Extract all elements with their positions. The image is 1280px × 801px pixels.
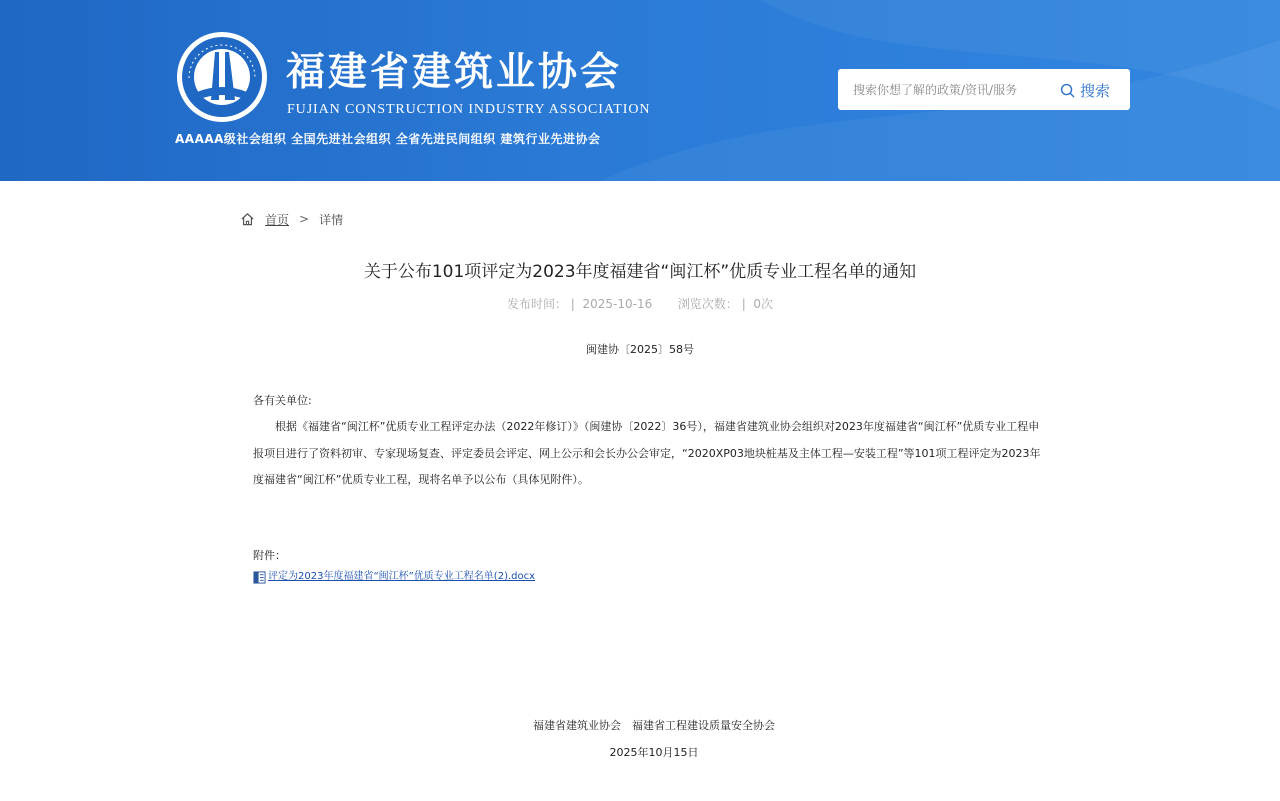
org-honors-slogan: AAAAA级社会组织 全国先进社会组织 全省先进民间组织 建筑行业先进协会 [175,132,601,146]
signature-date: 2025年10月15日 [609,746,699,759]
publish-date: 2025-10-16 [582,297,653,311]
signature-organizations: 福建省建筑业协会 福建省工程建设质量安全协会 [533,719,775,732]
meta-separator: | [741,297,746,311]
attachment-label: 附件： [253,549,286,562]
article-title: 关于公布101项评定为2023年度福建省“闽江杯”优质专业工程名单的通知 [363,262,917,282]
search-button-label: 搜索 [1080,81,1111,100]
salutation: 各有关单位: [253,394,312,407]
org-name-english: FUJIAN CONSTRUCTION INDUSTRY ASSOCIATION [287,102,651,117]
association-logo-emblem [175,30,269,124]
attachment-filename: 评定为2023年度福建省“闽江杯”优质专业工程名单(2).docx [268,571,536,582]
breadcrumb-home-link[interactable]: 首页 [265,212,290,227]
breadcrumb-separator: > [299,212,310,226]
breadcrumb-current: 详情 [319,212,344,227]
search-input[interactable] [838,69,1048,110]
word-doc-icon [253,571,266,584]
publish-time-label: 发布时间： [506,297,567,311]
org-name-chinese: 福建省建筑业协会 [286,50,623,95]
attachment-download-link[interactable] [253,569,535,585]
search-button[interactable] [1060,78,1110,102]
search-icon [1060,83,1075,98]
meta-separator: | [570,297,575,311]
home-icon[interactable] [240,212,255,226]
breadcrumb [240,209,343,229]
views-count: 0次 [753,297,774,311]
document-number: 闽建协〔2025〕58号 [586,343,694,356]
views-label: 浏览次数： [677,297,738,311]
article-meta [240,295,1040,313]
article-body-paragraph: 根据《福建省“闽江杯”优质专业工程评定办法（2022年修订）》（闽建协〔2022〕36号），福建省建筑业协会组织对2023年度福建省“闽江杯”优质专业工程申报项目进行了资料初审、专家现场复查、评定委员会评定、网上公示和会长办公会审定，“2020XP03地块桩基及主体工程—安装工程”等101项工程评定为2023年度福建省“闽江杯”优质专业工程，现将名单予以公布（具体见附件）。 [253,420,1041,486]
